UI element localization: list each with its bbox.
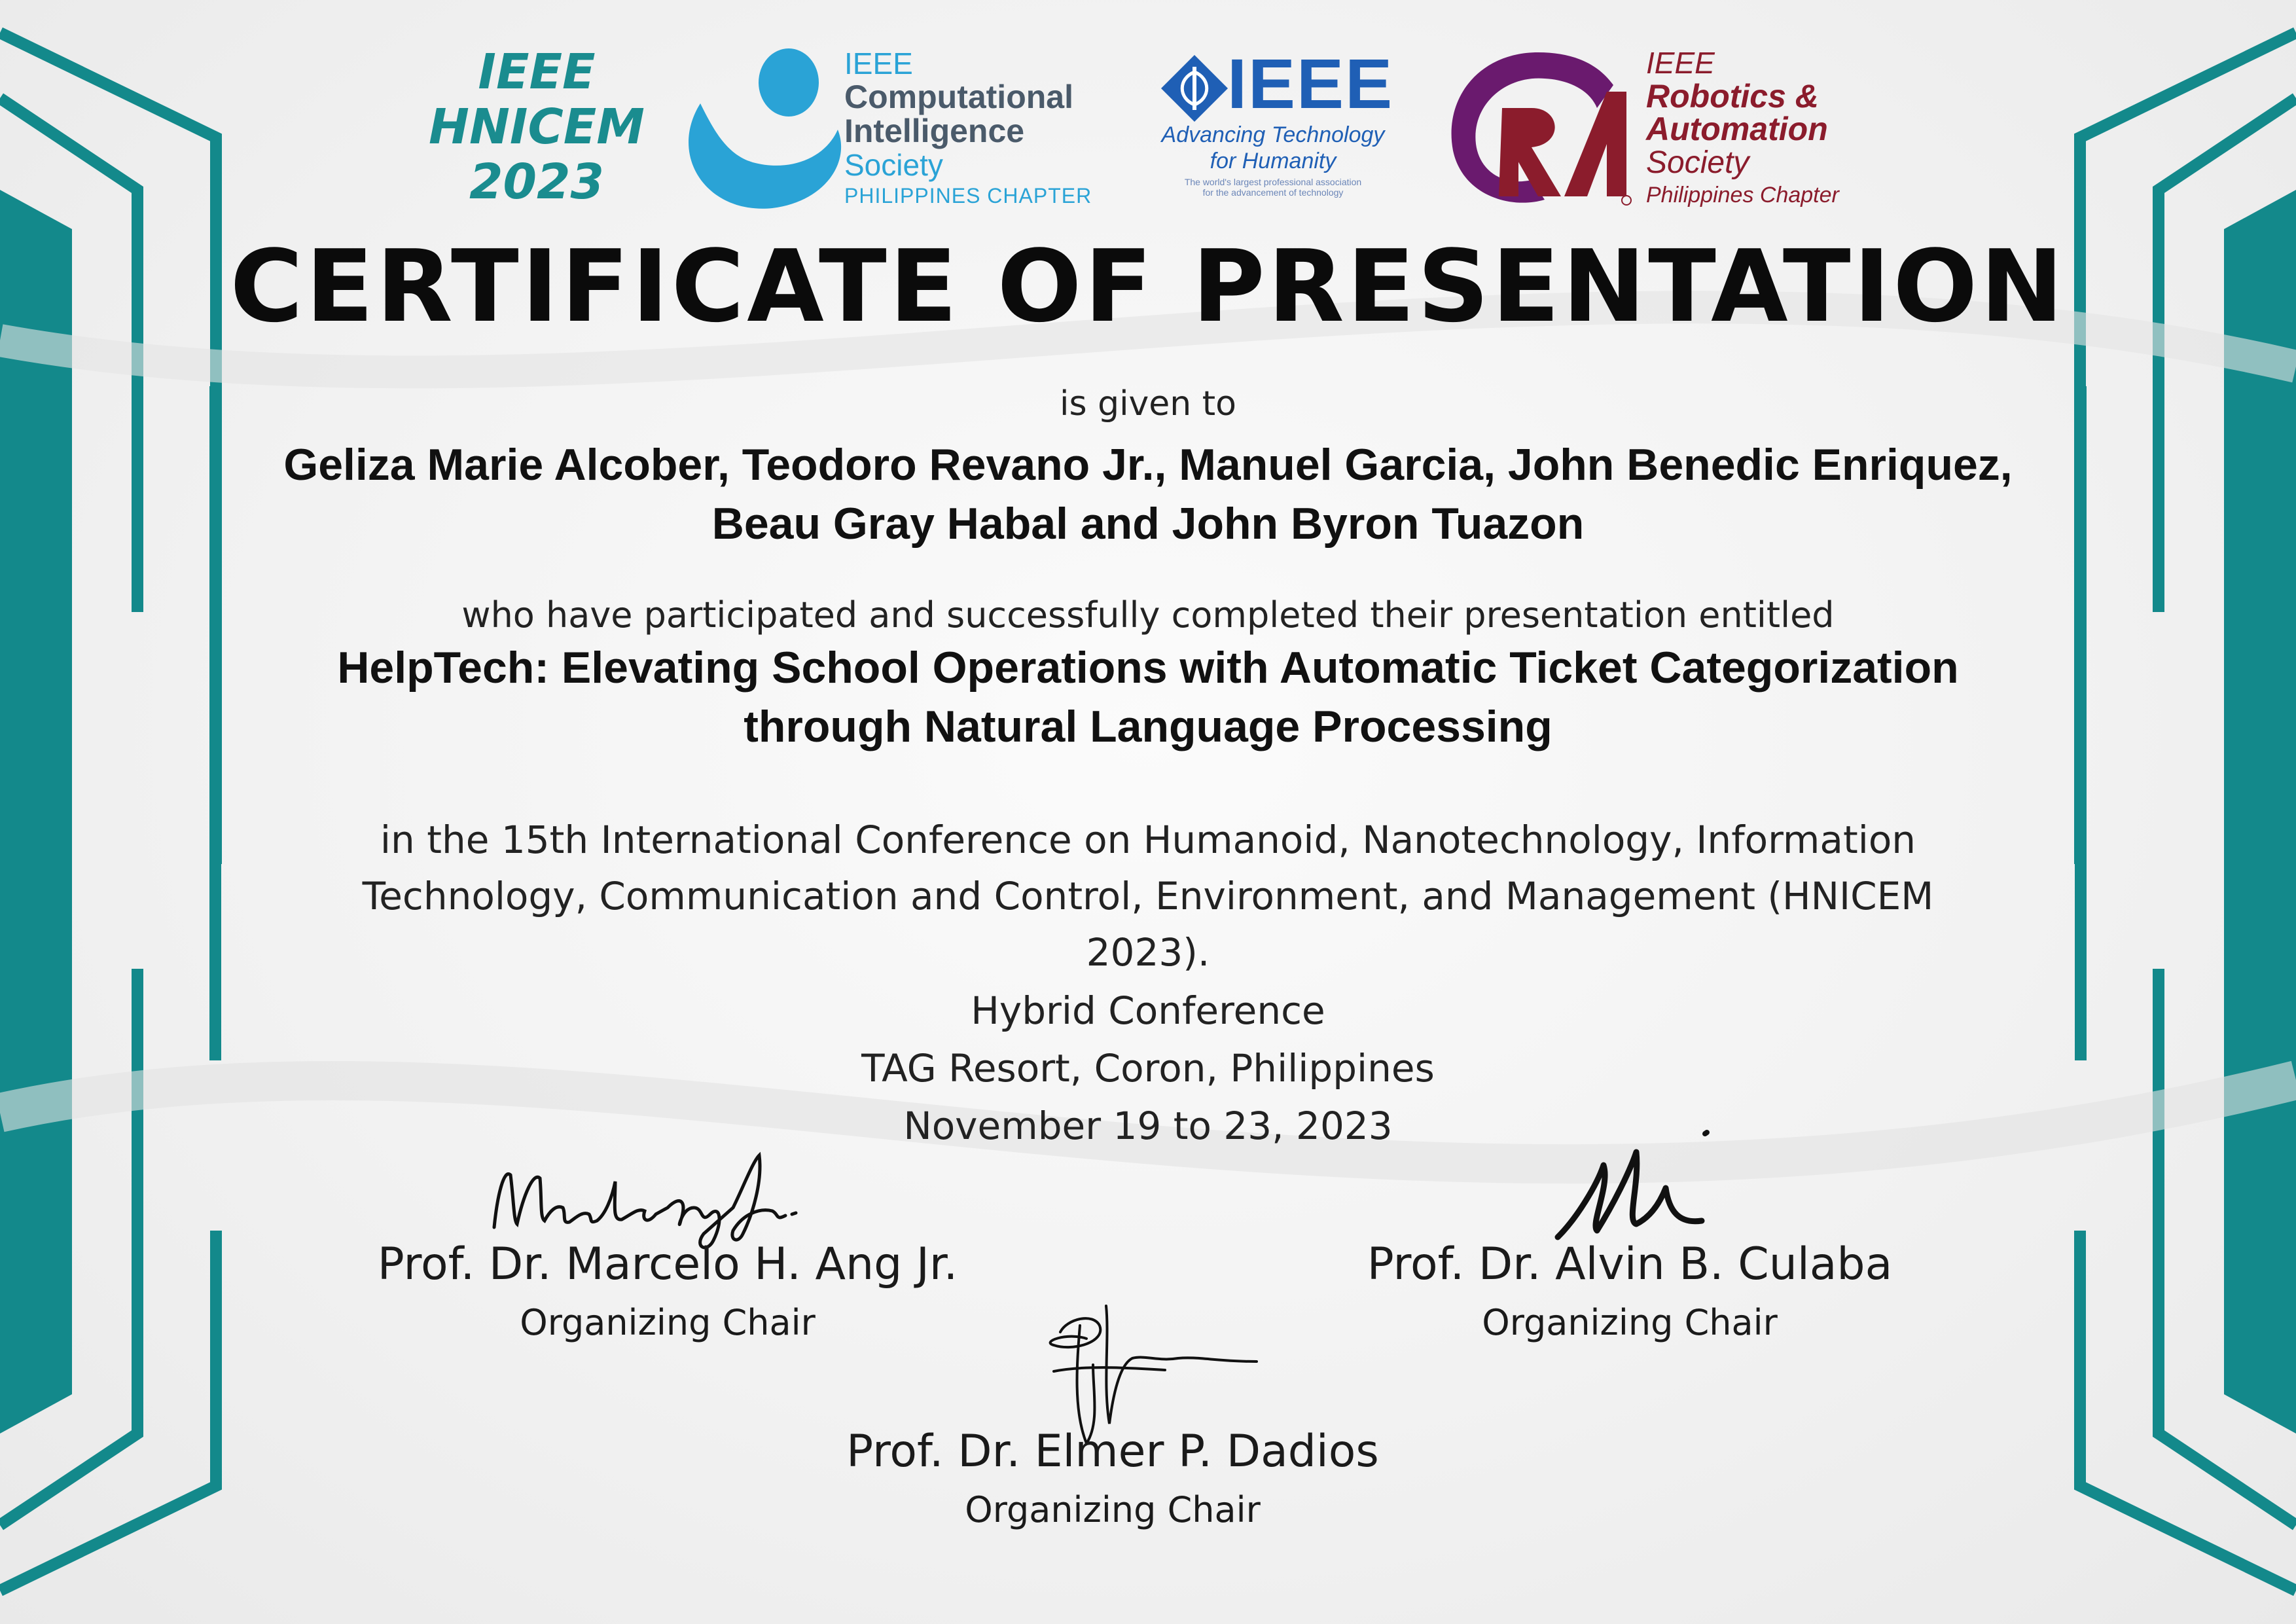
ras-line1: IEEE — [1646, 46, 1715, 80]
hnicem-logo — [419, 45, 655, 209]
ieee-small-print — [1158, 177, 1388, 198]
signatory-ang — [340, 1238, 995, 1344]
signatory-role: Organizing Chair — [520, 1302, 816, 1343]
hnicem-logo-line1: IEEE — [478, 44, 596, 100]
ieee-diamond-icon — [1158, 52, 1230, 124]
ieee-tagline — [1158, 122, 1388, 174]
ras-line3: Society — [1646, 145, 1749, 180]
cis-line2b: Intelligence — [844, 113, 1025, 149]
signature-culaba — [1551, 1126, 1721, 1244]
cis-logo-text — [844, 47, 1119, 209]
ieee-small-line2: for the advancement of technology — [1202, 187, 1344, 198]
cis-line4: PHILIPPINES CHAPTER — [844, 184, 1092, 208]
signatory-culaba — [1302, 1238, 1957, 1344]
ras-logo-icon — [1440, 46, 1636, 209]
ieee-tagline-line2: for Humanity — [1210, 149, 1336, 173]
signature-ang — [484, 1142, 864, 1254]
cis-line2a: Computational — [844, 79, 1073, 115]
ras-logo-text — [1646, 46, 1908, 209]
cis-line1: IEEE — [844, 46, 913, 81]
frame-bar-left — [0, 190, 72, 1434]
ieee-wordmark: IEEE — [1227, 44, 1394, 123]
given-to-label: is given to — [1060, 384, 1236, 424]
signatory-role: Organizing Chair — [1482, 1302, 1778, 1343]
venue-line1: Hybrid Conference — [971, 988, 1325, 1033]
venue-line3: November 19 to 23, 2023 — [903, 1104, 1393, 1148]
venue-details — [0, 982, 2296, 1155]
hnicem-logo-line2: HNICEM — [429, 99, 645, 155]
signatory-role: Organizing Chair — [965, 1489, 1261, 1530]
ras-line2a: Robotics & — [1646, 78, 1819, 115]
cis-line3: Society — [844, 148, 943, 182]
ras-line2b: Automation — [1646, 111, 1828, 147]
cis-logo-icon — [674, 45, 864, 215]
conference-statement: in the 15th International Conference on Humanoid, Nanotechnology, Information Technology, Communication and Control, Environment, and Management (HNICEM 2023). — [362, 818, 1934, 975]
recipient-names: Geliza Marie Alcober, Teodoro Revano Jr., Manuel Garcia, John Benedic Enriquez, Beau Gray Habal and John Byron Tuazon — [283, 440, 2013, 549]
signatory-name: Prof. Dr. Elmer P. Dadios — [846, 1426, 1379, 1477]
signatory-dadios — [785, 1426, 1440, 1532]
signatory-name: Prof. Dr. Marcelo H. Ang Jr. — [377, 1238, 958, 1290]
ieee-tagline-line1: Advancing Technology — [1161, 122, 1385, 147]
frame-accent — [209, 386, 221, 1060]
venue-line2: TAG Resort, Coron, Philippines — [861, 1046, 1435, 1091]
certificate-title: CERTIFICATE OF PRESENTATION — [230, 228, 2066, 344]
ieee-small-line1: The world's largest professional association — [1184, 177, 1362, 187]
participation-statement: who have participated and successfully completed their presentation entitled — [461, 594, 1835, 636]
frame-accent — [2075, 386, 2087, 1060]
hnicem-logo-line3: 2023 — [469, 154, 604, 210]
ras-line4: Philippines Chapter — [1646, 183, 1839, 208]
paper-title: HelpTech: Elevating School Operations with Automatic Ticket Categorization through Natural Language Processing — [337, 643, 1959, 751]
signatory-name: Prof. Dr. Alvin B. Culaba — [1367, 1238, 1893, 1290]
